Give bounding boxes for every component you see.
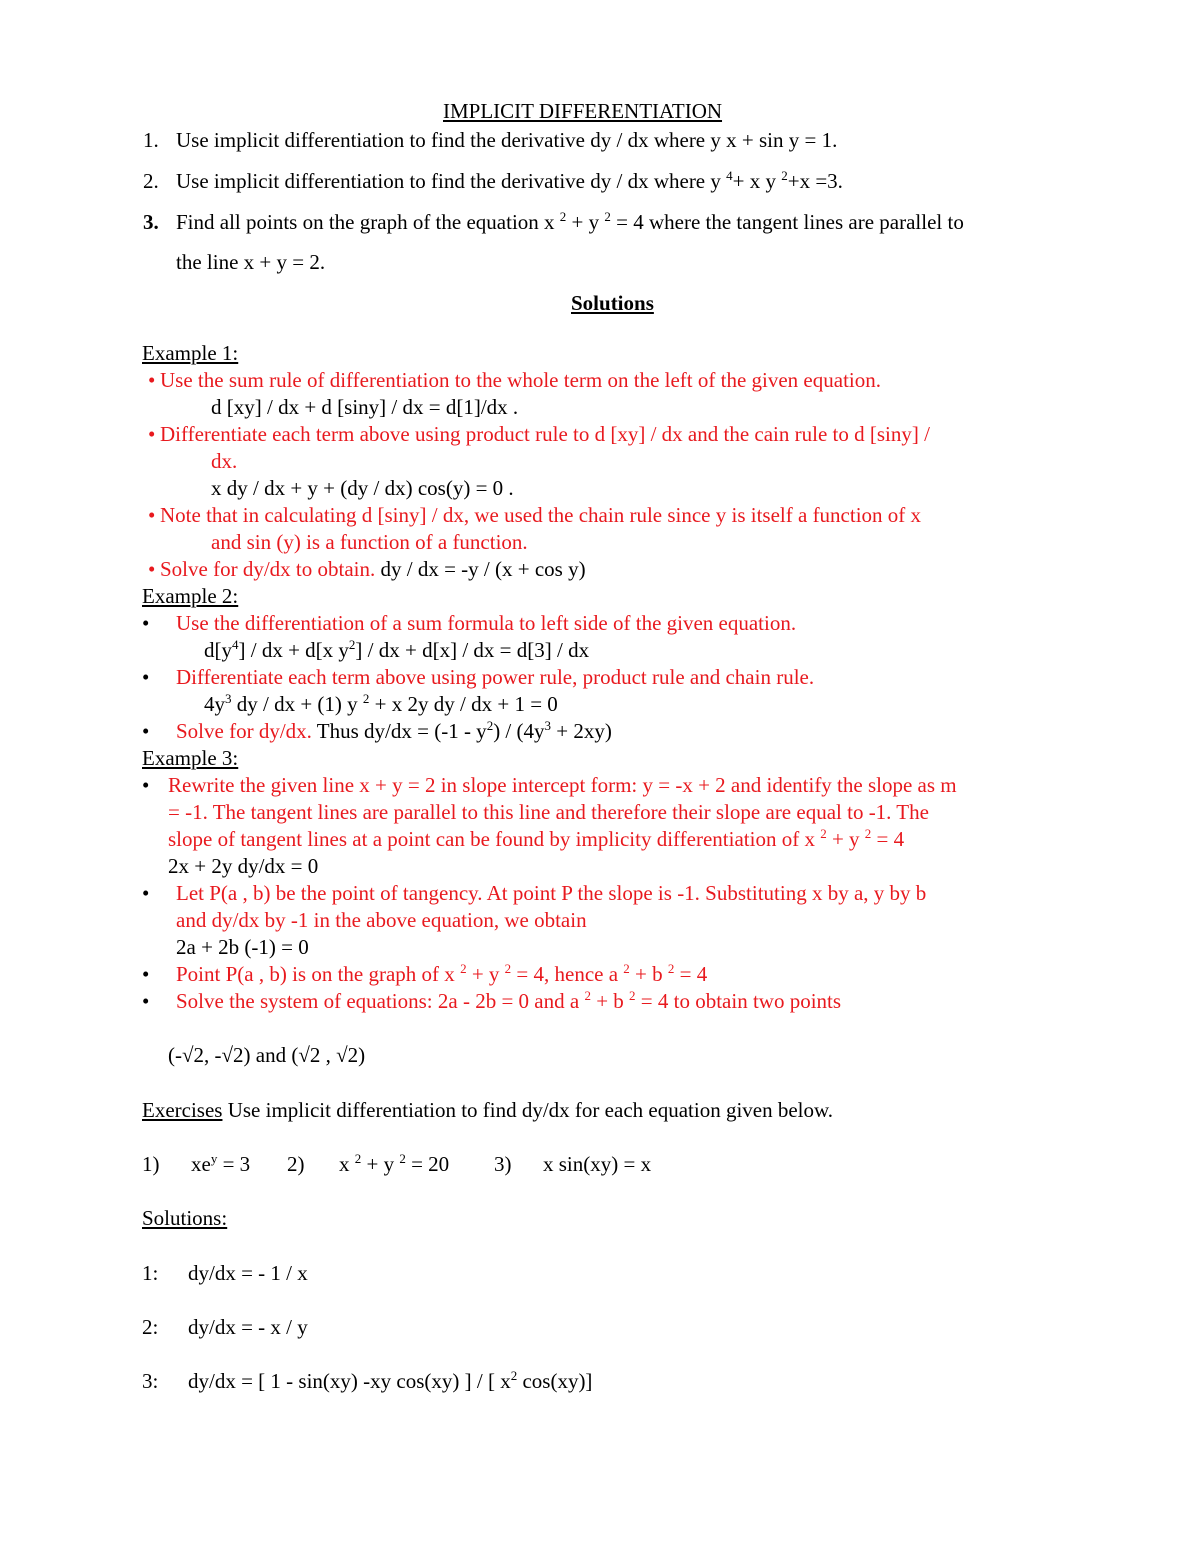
problem-2-number: 2.: [143, 169, 159, 193]
bullet-icon: •: [142, 719, 150, 743]
exercise-2-number: 2): [287, 1152, 305, 1176]
solution-2-number: 2:: [142, 1315, 159, 1339]
problem-3-number: 3.: [143, 210, 159, 234]
problem-3-text-line2: the line x + y = 2.: [176, 250, 326, 274]
example-1-step-2-line2: dx.: [211, 449, 238, 473]
example-1-equation-2: x dy / dx + y + (dy / dx) cos(y) = 0 .: [211, 476, 514, 500]
bullet-icon: •: [142, 611, 150, 635]
solution-3: dy/dx = [ 1 - sin(xy) -xy cos(xy) ] / [ $x^2$ cos(xy)]: [188, 1368, 593, 1393]
exercise-1: $xe^y = 3$: [191, 1151, 251, 1176]
example-3-step-1-line3: slope of tangent lines at a point can be found by implicity differentiation of x $^2$ + y $^2$ = 4: [168, 826, 905, 851]
example-2-step-2: Differentiate each term above using power rule, product rule and chain rule.: [176, 665, 815, 689]
bullet-icon: •: [148, 422, 156, 446]
exercise-3-number: 3): [494, 1152, 512, 1176]
solution-3-number: 3:: [142, 1369, 159, 1393]
example-2-equation-2: $4y^3$ dy / dx + (1) y $^2$ + x 2y dy / dx + 1 = 0: [204, 691, 558, 716]
example-3-step-3: Point P(a , b) is on the graph of x $^2$ + y $^2$ = 4, hence a $^2$ + b $^2$ = 4: [176, 961, 708, 986]
example-1-heading: Example 1:: [142, 341, 239, 365]
example-3-step-1-line2: = -1. The tangent lines are parallel to this line and therefore their slope are equal to -1. The: [168, 800, 929, 824]
bullet-icon: •: [142, 881, 150, 905]
example-1-step-4: • Solve for dy/dx to obtain. dy / dx = -y / (x + cos y): [148, 557, 586, 581]
example-3-step-2: Let P(a , b) be the point of tangency. At point P the slope is -1. Substituting x by a, y by b: [176, 881, 927, 905]
example-1-step-2: • Differentiate each term above using product rule to d [xy] / dx and the cain rule to d [siny] /: [148, 422, 930, 446]
example-3-step-2-line2: and dy/dx by -1 in the above equation, we obtain: [176, 908, 587, 932]
example-2-step-1: Use the differentiation of a sum formula to left side of the given equation.: [176, 611, 797, 635]
bullet-icon: •: [142, 665, 150, 689]
exercises-intro: Exercises Use implicit differentiation to find dy/dx for each equation given below.: [142, 1098, 834, 1122]
exercise-3: x sin(xy) = x: [543, 1152, 652, 1176]
exercise-1-number: 1): [142, 1152, 160, 1176]
solutions-heading: Solutions: [571, 291, 654, 315]
bullet-icon: •: [148, 368, 156, 392]
example-3-equation-2: 2a + 2b (-1) = 0: [176, 935, 309, 959]
problem-2-text: Use implicit differentiation to find the derivative dy / dx where y $^4$+ x y $^2$+x =3.: [176, 168, 843, 193]
page-title: IMPLICIT DIFFERENTIATION: [443, 99, 723, 123]
solution-1: dy/dx = - 1 / x: [188, 1261, 308, 1285]
example-1-equation-1: d [xy] / dx + d [siny] / dx = d[1]/dx .: [211, 395, 519, 419]
solution-1-number: 1:: [142, 1261, 159, 1285]
example-1-step-3-line2: and sin (y) is a function of a function.: [211, 530, 528, 554]
example-3-heading: Example 3:: [142, 746, 239, 770]
exercise-solutions-heading: Solutions:: [142, 1206, 228, 1230]
example-2-equation-1: $d[y^4]$ / dx + d[x $y^2$] / dx + d[x] / dx = d[3] / dx: [204, 637, 590, 662]
example-3-step-4: Solve the system of equations: 2a - 2b = 0 and a $^2$ + b $^2$ = 4 to obtain two points: [176, 988, 842, 1013]
example-2-heading: Example 2:: [142, 584, 239, 608]
bullet-icon: •: [142, 962, 150, 986]
exercises-heading: Exercises: [142, 1098, 223, 1122]
problem-3-text: Find all points on the graph of the equation x $^2$ + y $^2$ = 4 where the tangent lines are parallel to: [176, 209, 964, 234]
problem-1-number: 1.: [143, 128, 159, 152]
bullet-icon: •: [148, 503, 156, 527]
exercise-2: x $^2$ + y $^2$ = 20: [339, 1151, 450, 1176]
problem-1-text: Use implicit differentiation to find the derivative dy / dx where y x + sin y = 1.: [176, 128, 838, 152]
solution-2: dy/dx = - x / y: [188, 1315, 308, 1339]
example-3-step-1: Rewrite the given line x + y = 2 in slope intercept form: y = -x + 2 and identify the slope as m: [168, 773, 957, 797]
bullet-icon: •: [148, 557, 156, 581]
example-1-step-1: • Use the sum rule of differentiation to the whole term on the left of the given equation.: [148, 368, 881, 392]
example-3-points: (-√2, -√2) and (√2 , √2): [168, 1043, 366, 1067]
example-2-step-3: Solve for dy/dx. Thus $dy/dx = (-1 - y^2) / (4y^3 + 2xy)$: [176, 718, 612, 743]
bullet-icon: •: [142, 989, 150, 1013]
example-1-step-3: • Note that in calculating d [siny] / dx, we used the chain rule since y is itself a function of x: [148, 503, 922, 527]
bullet-icon: •: [142, 773, 150, 797]
example-3-equation-1: 2x + 2y dy/dx = 0: [168, 854, 319, 878]
